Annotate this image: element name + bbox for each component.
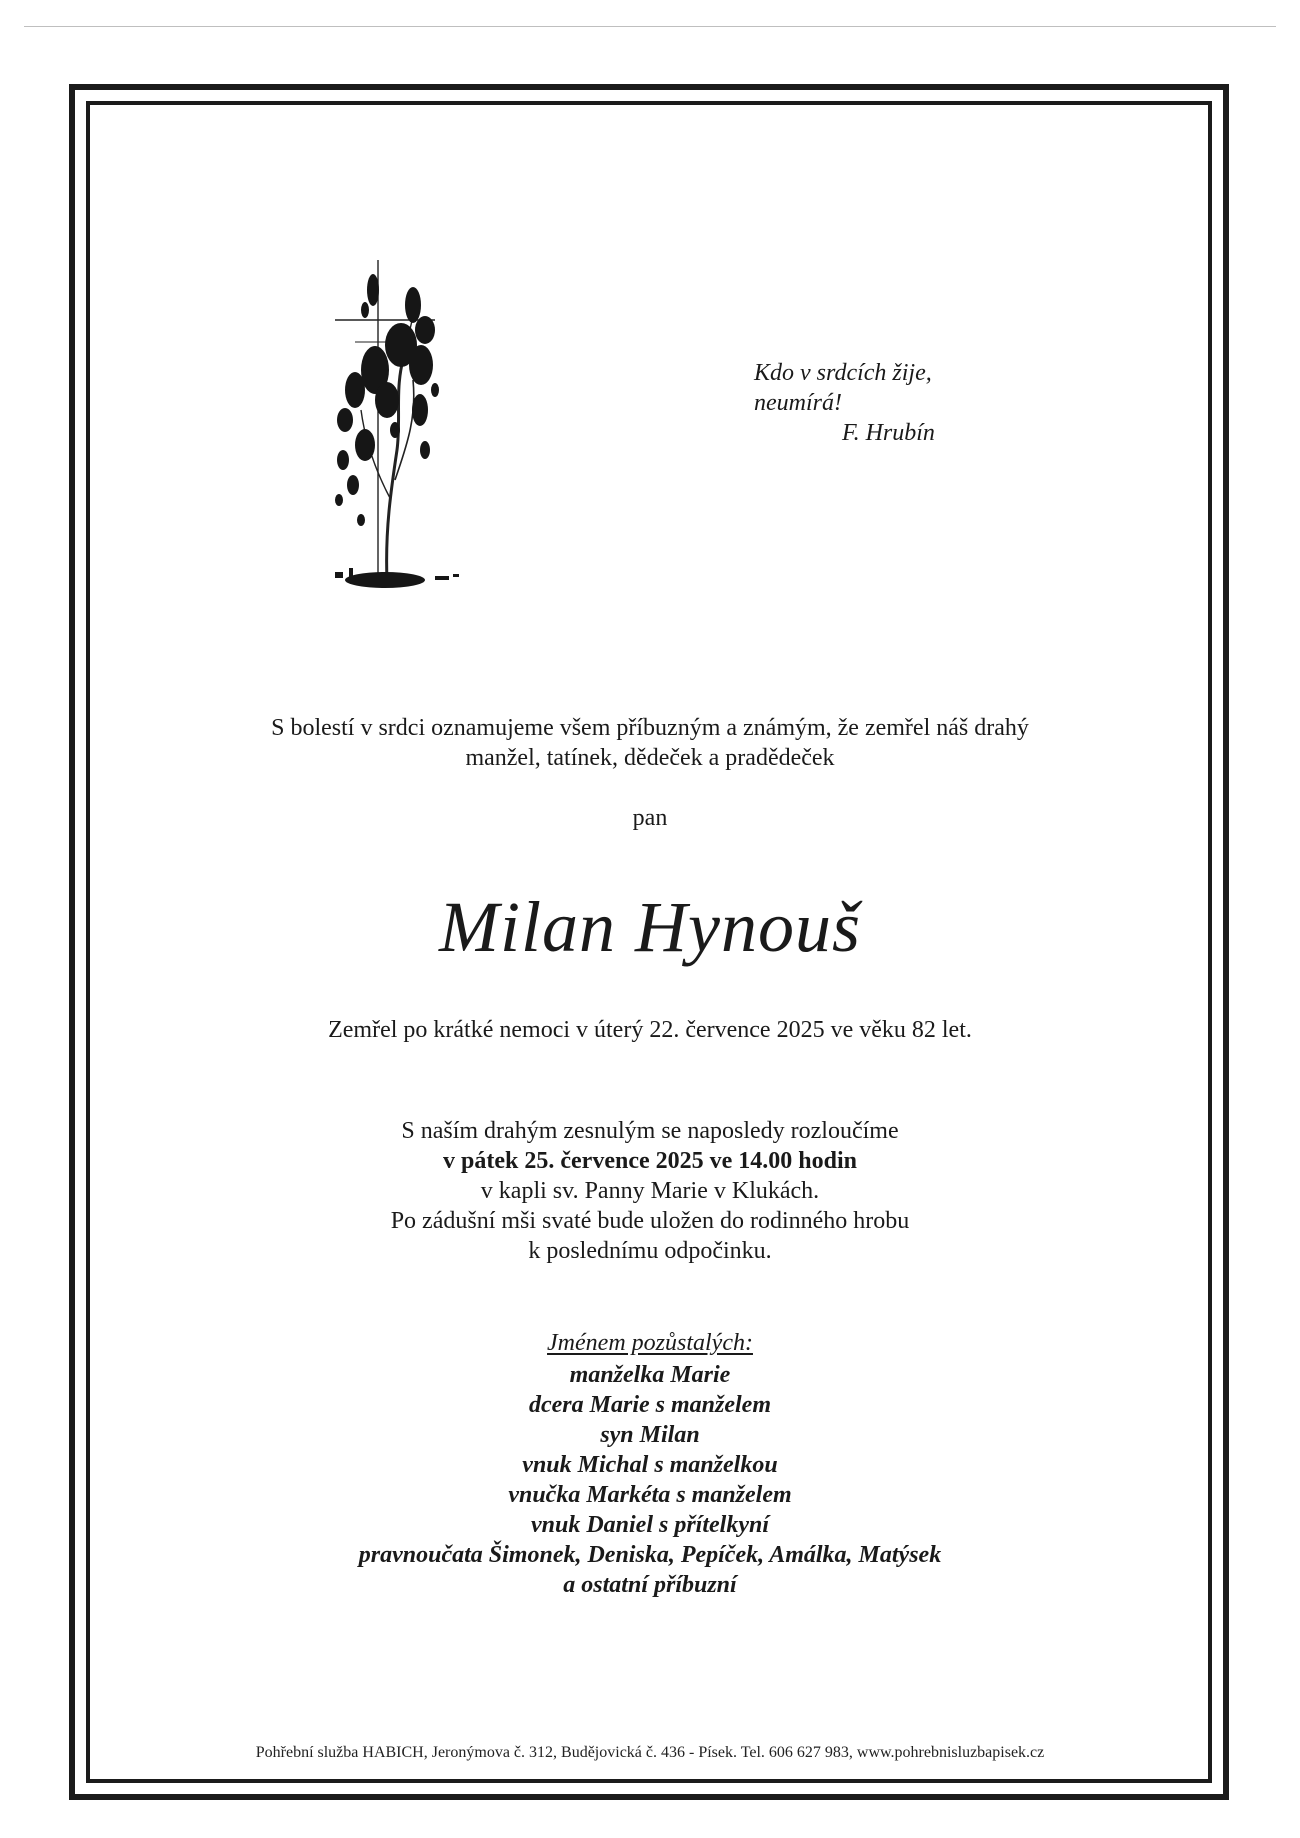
quote-line: Kdo v srdcích žije, <box>754 360 932 386</box>
tree-with-cross-icon <box>325 250 485 595</box>
deceased-name: Milan Hynouš <box>439 887 861 967</box>
mourner-item: vnučka Markéta s manželem <box>508 1482 792 1508</box>
farewell-line: S naším drahým zesnulým se naposledy rozloučíme <box>401 1118 899 1144</box>
quote-line: neumírá! <box>754 390 842 416</box>
farewell-date-time: v pátek 25. července 2025 ve 14.00 hodin <box>443 1148 857 1174</box>
farewell-line: k poslednímu odpočinku. <box>528 1238 772 1264</box>
mourner-item: pravnoučata Šimonek, Deniska, Pepíček, Amálka, Matýsek <box>358 1542 942 1568</box>
farewell-line: Po zádušní mši svaté bude uložen do rodinného hrobu <box>390 1208 910 1234</box>
announcement <box>120 713 1180 773</box>
mourner-item: dcera Marie s manželem <box>529 1392 771 1418</box>
announcement-line: manžel, tatínek, dědeček a pradědeček <box>465 745 835 771</box>
title-word: pan <box>632 805 668 831</box>
quote-author: F. Hrubín <box>842 420 935 446</box>
scan-top-rule <box>24 26 1276 27</box>
mourners-list <box>120 1360 1180 1600</box>
mourner-item: manželka Marie <box>569 1362 731 1388</box>
mourner-item: vnuk Daniel s přítelkyní <box>530 1512 770 1538</box>
death-notice: Zemřel po krátké nemoci v úterý 22. července 2025 ve věku 82 let. <box>328 1017 972 1043</box>
funeral-service-footer: Pohřební služba HABICH, Jeronýmova č. 312, Budějovická č. 436 - Písek. Tel. 606 627 983, www.pohrebnisluzbapisek.cz <box>255 1744 1045 1761</box>
farewell-place: v kapli sv. Panny Marie v Klukách. <box>480 1178 820 1204</box>
mourners-section <box>120 1328 1180 1600</box>
mourner-item: syn Milan <box>600 1422 700 1448</box>
mourners-heading: Jménem pozůstalých: <box>547 1330 753 1356</box>
farewell-info <box>120 1116 1180 1266</box>
mourner-item: a ostatní příbuzní <box>563 1572 737 1598</box>
announcement-line: S bolestí v srdci oznamujeme všem příbuzným a známým, že zemřel náš drahý <box>271 715 1029 741</box>
mourner-item: vnuk Michal s manželkou <box>522 1452 778 1478</box>
epitaph-quote <box>754 358 1054 448</box>
